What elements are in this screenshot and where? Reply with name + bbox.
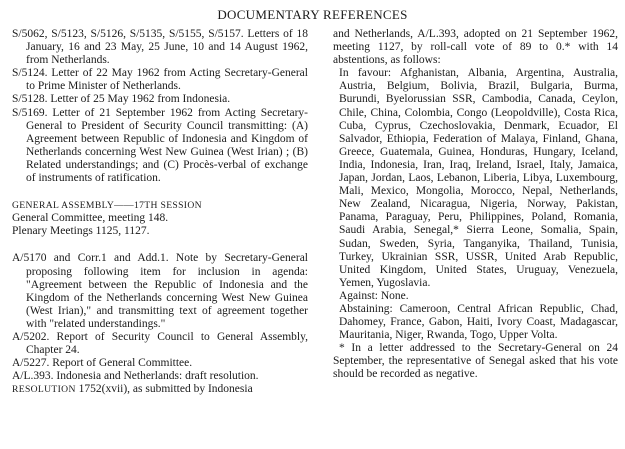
doc-entry: A/5170 and Corr.1 and Add.1. Note by Secretary-General proposing following item for inclusion in agenda: "Agreement between the Republic of Indonesia and the Kingdom of the Netherlands concerning West New Guinea (West Irian)," and transmitting text of agreement together with "related understandings.": [12, 252, 308, 330]
meeting-line: Plenary Meetings 1125, 1127.: [12, 225, 150, 238]
session-heading: GENERAL ASSEMBLY——17TH SESSION: [12, 200, 202, 212]
resolution-line: [12, 383, 308, 396]
right-column: [333, 28, 618, 382]
resolution-text: 1752(xvii), as submitted by Indonesia: [78, 383, 253, 396]
doc-entry: A/5202. Report of Security Council to General Assembly, Chapter 24.: [12, 330, 308, 357]
left-column: [12, 28, 308, 396]
resolution-continuation: and Netherlands, A/L.393, adopted on 21 September 1962, meeting 1127, by roll-call vote of 89 to 0.* with 14 abstentions, as follows:: [333, 28, 618, 67]
spacer: [12, 238, 308, 252]
in-favour-list: In favour: Afghanistan, Albania, Argentina, Australia, Austria, Belgium, Bolivia, Brazil, Bulgaria, Burma, Burundi, Byelorussian SSR, Cambodia, Canada, Ceylon, Chile, China, Colombia, Congo (Leopoldville), Costa Rica, Cuba, Cyprus, Czechoslovakia, Denmark, Ecuador, El Salvador, Ethiopia, Federation of Malaya, Finland, Ghana, Greece, Guatemala, Guinea, Honduras, Hungary, Iceland, India, Indonesia, Iran, Iraq, Ireland, Israel, Italy, Jamaica, Japan, Jordan, Laos, Lebanon, Liberia, Libya, Luxembourg, Mali, Mexico, Mongolia, Morocco, Nepal, Netherlands, New Zealand, Nicaragua, Nigeria, Norway, Pakistan, Panama, Paraguay, Peru, Philippines, Poland, Romania, Saudi Arabia, Senegal,* Sierra Leone, Somalia, Spain, Sudan, Sweden, Syria, Tanganyika, Thailand, Tunisia, Turkey, Ukrainian SSR, USSR, United Arab Republic, United Kingdom, United States, Uruguay, Venezuela, Yemen, Yugoslavia.: [339, 67, 618, 289]
resolution-label: RESOLUTION: [12, 384, 76, 396]
doc-entry: S/5124. Letter of 22 May 1962 from Acting Secretary-General to Prime Minister of Netherlands.: [12, 67, 308, 93]
abstaining-list: Abstaining: Cameroon, Central African Republic, Chad, Dahomey, France, Gabon, Haiti, Ivory Coast, Madagascar, Mauritania, Niger, Rwanda, Togo, Upper Volta.: [339, 302, 618, 342]
meeting-line: General Committee, meeting 148.: [12, 212, 169, 225]
doc-entry: S/5128. Letter of 25 May 1962 from Indonesia.: [12, 93, 231, 106]
against-line: Against: None.: [339, 289, 409, 302]
footnote: * In a letter addressed to the Secretary-General on 24 September, the representative of Senegal asked that his vote should be recorded as negative.: [333, 342, 618, 381]
doc-entry: S/5062, S/5123, S/5126, S/5135, S/5155, S/5157. Letters of 18 January, 16 and 23 May, 25 June, 10 and 14 August 1962, from Netherlands.: [12, 28, 308, 67]
doc-entry: A/L.393. Indonesia and Netherlands: draft resolution.: [12, 370, 259, 383]
page-title: DOCUMENTARY REFERENCES: [217, 7, 408, 22]
spacer: [12, 185, 308, 199]
doc-entry: S/5169. Letter of 21 September 1962 from Acting Secretary-General to President of Security Council transmitting: (A) Agreement between Republic of Indonesia and Kingdom of Netherlands concerning West New Guinea (West Irian) ; (B) Related understandings; and (C) Procès-verbal of exchange of instruments of ratification.: [12, 106, 308, 185]
doc-entry: A/5227. Report of General Committee.: [12, 357, 193, 370]
